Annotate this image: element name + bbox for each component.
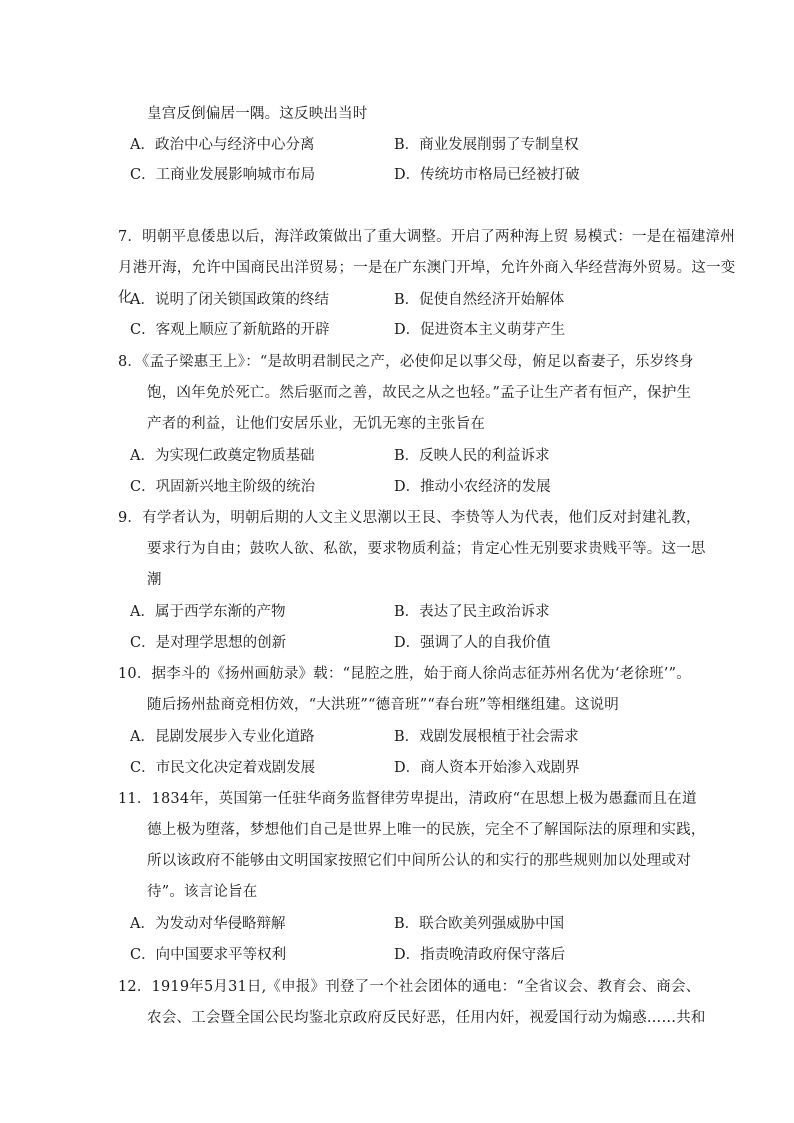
- q11-stem-line-3: 所以该政府不能够由文明国家按照它们中间所公认的和实行的那些规则加以处理或对: [147, 853, 691, 869]
- q8-stem-line-3: 产者的利益，让他们安居乐业，无饥无寒的主张旨在: [147, 416, 486, 432]
- q11-option-c: C．向中国要求平等权利: [130, 947, 287, 963]
- q8-option-d: D．推动小农经济的发展: [394, 479, 551, 495]
- q9-option-b: B．表达了民主政治诉求: [394, 604, 550, 620]
- q7-stem-line-1: 7．明朝平息倭患以后，海洋政策做出了重大调整。开启了两种海上贸 易模式：一是在福建漳州: [118, 229, 735, 245]
- q12-stem-line-1: 12．1919年5月31日,《申报》刊登了一个社会团体的通电：“全省议会、教育会、商会、: [118, 979, 701, 995]
- q11-option-b: B．联合欧美列强威胁中国: [394, 916, 565, 932]
- q6-option-b: B．商业发展削弱了专制皇权: [394, 137, 579, 153]
- q10-option-d: D．商人资本开始渗入戏剧界: [394, 760, 580, 776]
- q7-option-b: B．促使自然经济开始解体: [394, 292, 565, 308]
- q9-stem-line-1: 9．有学者认为，明朝后期的人文主义思潮以王艮、李贽等人为代表，他们反对封建礼教，: [118, 510, 701, 526]
- q9-option-c: C．是对理学思想的创新: [130, 635, 287, 651]
- q11-stem-line-1: 11．1834年，英国第一任驻华商务监督律劳卑提出，清政府“在思想上极为愚蠢而且在道: [118, 791, 697, 807]
- q10-stem-line-1: 10．据李斗的《扬州画舫录》载：“昆腔之胜，始于商人徐尚志征苏州名优为‘老徐班’”。: [118, 666, 691, 682]
- q8-option-c: C．巩固新兴地主阶级的统治: [130, 479, 316, 495]
- q6-stem-tail: 皇宫反倒偏居一隅。这反映出当时: [147, 106, 368, 122]
- q9-stem-line-2: 要求行为自由；鼓吹人欲、私欲，要求物质利益；肯定心性无别要求贵贱平等。这一思: [147, 541, 706, 557]
- q7-stem-line-3: 化: [118, 290, 133, 306]
- q7-option-c: C．客观上顺应了新航路的开辟: [130, 322, 330, 338]
- q10-option-c: C．市民文化决定着戏剧发展: [130, 760, 316, 776]
- q7-stem-line-2: 月港开海，允许中国商民出洋贸易；一是在广东澳门开埠，允许外商入华经营海外贸易。这一变: [118, 260, 736, 276]
- q8-stem-line-1: 8．《孟子梁惠王上》：“是故明君制民之产，必使仰足以事父母，俯足以畜妻子，乐岁终身: [118, 354, 694, 370]
- q11-option-a: A．为发动对华侵略辩解: [130, 916, 286, 932]
- q11-option-d: D．指责晚清政府保守落后: [394, 947, 566, 963]
- q8-stem-line-2: 饱，凶年免於死亡。然后驱而之善，故民之从之也轻。”孟子让生产者有恒产，保护生: [147, 385, 692, 401]
- q10-stem-line-2: 随后扬州盐商竞相仿效，“大洪班”“德音班”“春台班”等相继组建。这说明: [147, 697, 619, 713]
- q11-stem-line-2: 德上极为堕落，梦想他们自己是世界上唯一的民族，完全不了解国际法的原理和实践，: [147, 822, 706, 838]
- q9-option-a: A．属于西学东渐的产物: [130, 604, 286, 620]
- q8-option-a: A．为实现仁政奠定物质基础: [130, 448, 315, 464]
- q6-option-d: D．传统坊市格局已经被打破: [394, 167, 580, 183]
- q10-option-a: A．昆剧发展步入专业化道路: [130, 729, 315, 745]
- q7-option-d: D．促进资本主义萌芽产生: [394, 322, 566, 338]
- q10-option-b: B．戏剧发展根植于社会需求: [394, 729, 579, 745]
- q7-option-a: A．说明了闭关锁国政策的终结: [130, 292, 329, 308]
- q6-option-a: A．政治中心与经济中心分离: [130, 137, 315, 153]
- q12-stem-line-2: 农会、工会暨全国公民均鉴北京政府反民好恶，任用内奸，视爱国行动为煽惑……共和: [147, 1010, 706, 1026]
- q9-stem-line-3: 潮: [147, 572, 162, 588]
- q8-option-b: B．反映人民的利益诉求: [394, 448, 550, 464]
- q6-option-c: C．工商业发展影响城市布局: [130, 167, 316, 183]
- q9-option-d: D．强调了人的自我价值: [394, 635, 551, 651]
- q11-stem-line-4: 待”。该言论旨在: [147, 884, 258, 900]
